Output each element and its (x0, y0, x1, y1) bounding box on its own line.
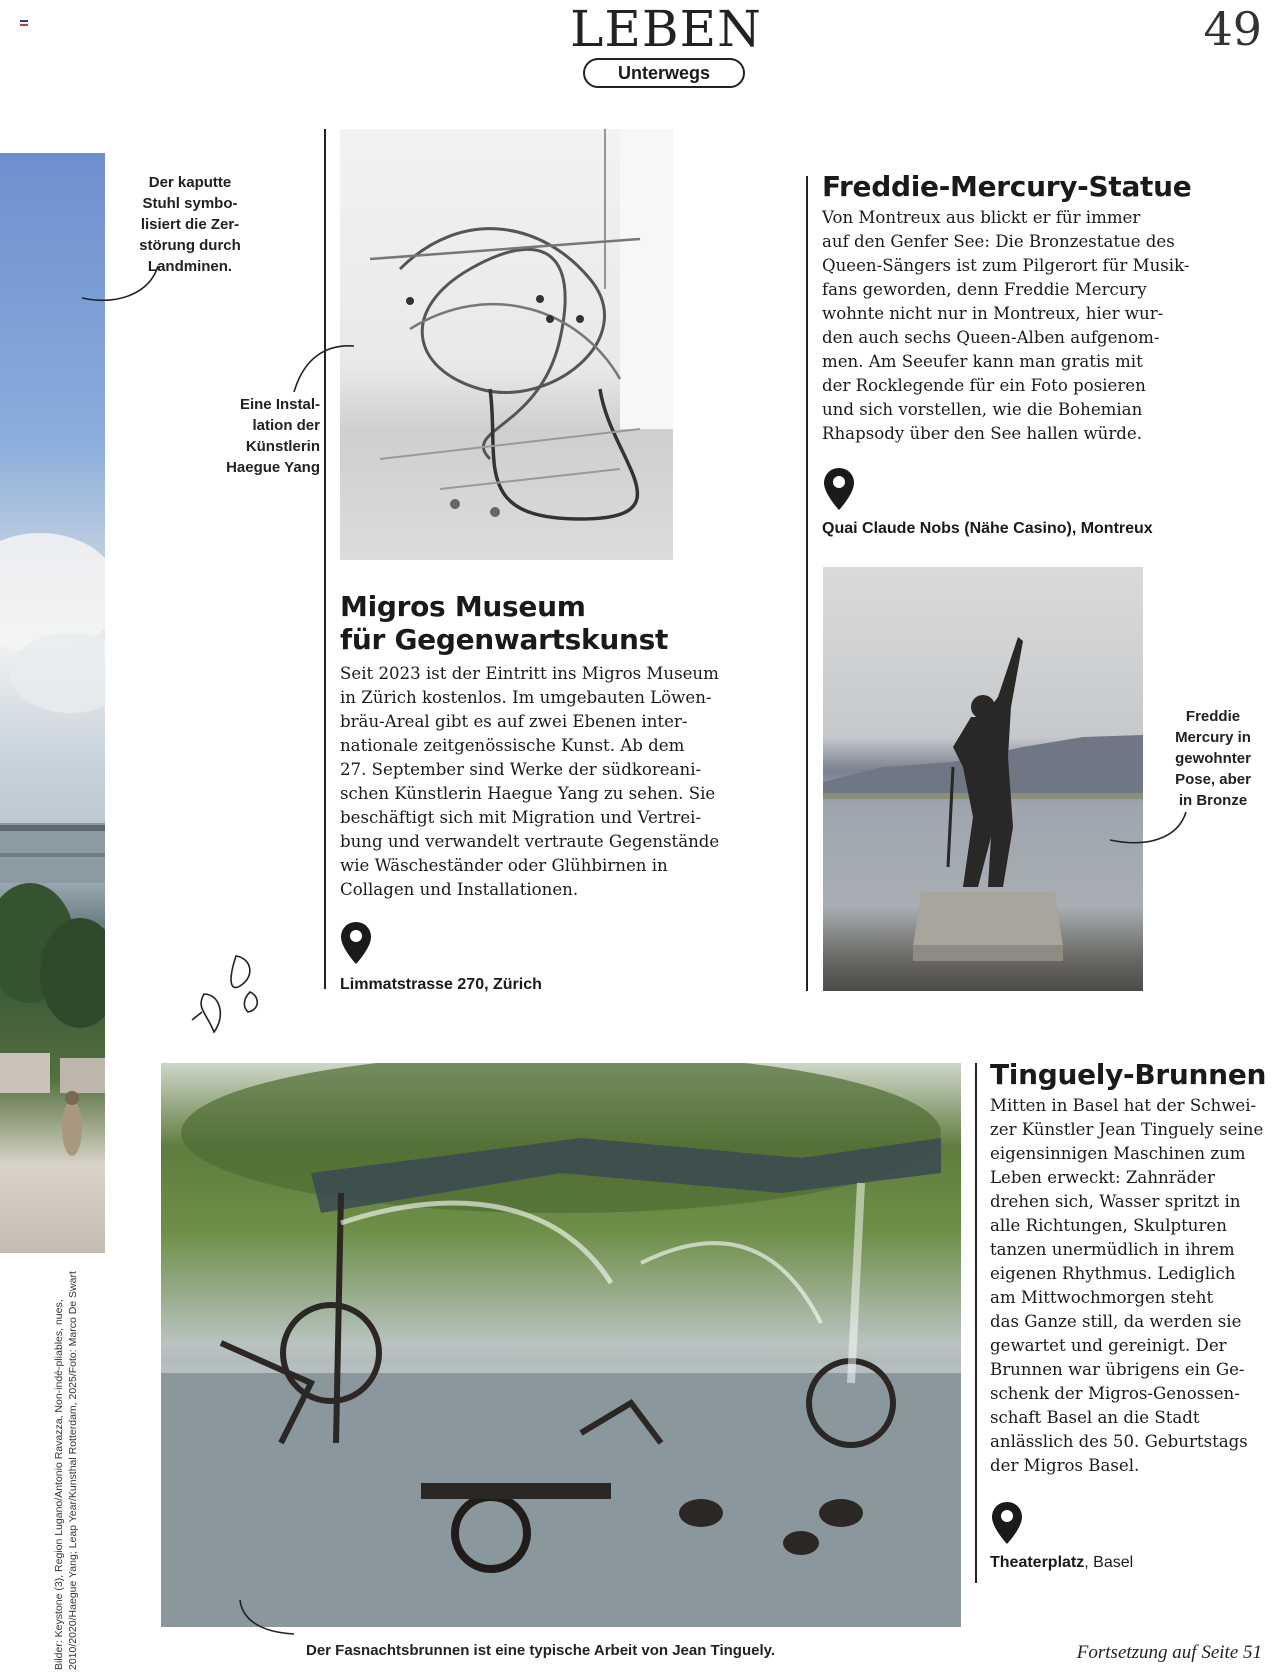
address-migros-bold: Limmatstrasse 270, Zürich (340, 976, 542, 993)
section-title: LEBEN (570, 0, 762, 58)
address-tinguely (990, 1554, 1133, 1572)
caption-fountain: Der Fasnachtsbrunnen ist eine typische Arbeit von Jean Tinguely. (306, 1642, 776, 1659)
location-pin-icon (990, 1500, 1024, 1546)
caption-pointer-installation (286, 344, 356, 394)
caption-freddie: Freddie Mercury in gewohnter Pose, aber in Bronze (1175, 708, 1251, 809)
address-migros (340, 976, 542, 994)
body-freddie: Von Montreux aus blickt er für immer auf den Genfer See: Die Bronzestatue des Queen-Sängers ist zum Pilgerort für Musik- fans geworden, denn Freddie Mercury wohnte nicht nur in Montreux, hier wur- den auch sechs Queen-Alben aufgenom- men. Am Seeufer kann man gratis mit der Rocklegende für ein Foto posieren und sich vorstellen, wie die Bohemian Rhapsody über den See hallen würde. (822, 208, 1190, 443)
body-migros: Seit 2023 ist der Eintritt ins Migros Museum in Zürich kostenlos. Im umgebauten Löwen- bräu-Areal gibt es auf zwei Ebenen inter- nationale zeitgenössische Kunst. Ab dem 27. September sind Werke der südkoreani- schen Künstlerin Haegue Yang zu sehen. Sie beschäftigt sich mit Migration und Vertrei- bung und verwandelt vertraute Gegenstände wie Wäscheständer oder Glühbirnen in Collagen und Installationen. (340, 664, 720, 899)
water-drops-icon (176, 950, 266, 1040)
page-number: 49 (1203, 2, 1262, 56)
column-rule-migros (324, 129, 326, 989)
photo-installation (340, 129, 673, 560)
address-tinguely-rest: , Basel (1084, 1554, 1134, 1571)
column-rule-freddie (806, 176, 808, 991)
headline-freddie: Freddie-Mercury-Statue (822, 170, 1192, 203)
location-pin-icon (822, 466, 856, 512)
address-freddie (822, 520, 1153, 538)
photo-tinguely-fountain (161, 1063, 961, 1627)
caption-pointer-freddie (1108, 810, 1190, 860)
column-rule-tinguely (975, 1063, 977, 1583)
location-pin-icon (339, 920, 373, 966)
subsection-label: Unterwegs (583, 58, 745, 88)
body-tinguely: Mitten in Basel hat der Schwei- zer Künstler Jean Tinguely seine eigensinnigen Maschinen zum Leben erweckt: Zahnräder drehen sich, Wasser spritzt in alle Richtungen, Skulpturen tanzen unermüdlich in ihrem eigenen Rhythmus. Lediglich am Mittwochmorgen steht das Ganze still, da werden sie gewartet und gereinigt. Der Brunnen war übrigens ein Ge- schenk der Migros-Genossen- schaft Basel an die Stadt anlässlich des 50. Geburtstags der Migros Basel. (990, 1096, 1264, 1475)
photo-credits: Bilder: Keystone (3), Region Lugano/Antonio Ravazza, Non-indé-pliables, nues, 2010/2020/Haegue Yang; Leap Year/Kunsthal Rotterdam, 2025/Foto: Marco De Swart (53, 1271, 79, 1670)
caption-installation: Eine Instal- lation der Künstlerin Haegue Yang (226, 396, 320, 476)
photo-lugano (0, 153, 105, 1253)
headline-migros: Migros Museum für Gegenwartskunst (340, 590, 669, 656)
photo-freddie-statue (823, 567, 1143, 991)
caption-pointer-fountain (238, 1598, 298, 1638)
address-tinguely-bold: Theaterplatz (990, 1554, 1085, 1571)
continuation-note: Fortsetzung auf Seite 51 (1076, 1642, 1262, 1663)
caption-pointer-chair (80, 262, 160, 312)
address-freddie-bold: Quai Claude Nobs (Nähe Casino), Montreux (822, 520, 1153, 537)
caption-chair: Der kaputte Stuhl symbo- lisiert die Zer- störung durch Landminen. (139, 174, 241, 275)
headline-tinguely: Tinguely-Brunnen (990, 1058, 1267, 1091)
